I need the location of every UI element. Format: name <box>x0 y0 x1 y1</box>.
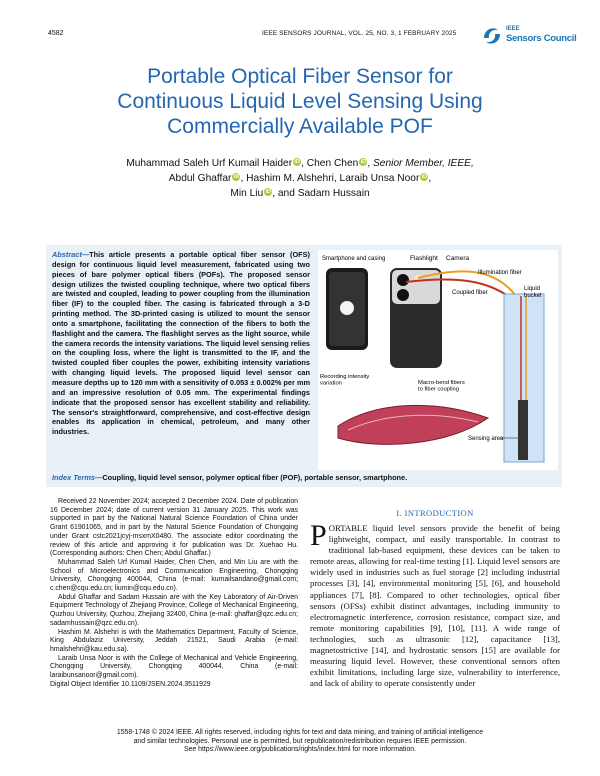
intro-body: liquid level sensors provide the benefit of being lightweight, compact, and easily transportable. In contrast to traditional lab-based equipment, these devices can be taken to remote areas, allowing for real-time testing [1]. Liquid level sensors are widely used in industries such as fuel storage [2] including industrial processes [3], [4], environmental monitoring [5], [6], and household appliances [7], [8]. Compared to other technologies, optical fiber sensors (OFSs) exhibit distinct advantages, including immunity to electromagnetic interference, corrosion resistance, compact size, and remote monitoring capabilities [9], [10], [11]. A wide range of technologies, such as ultrasonic [12], capacitance [13], magnetostrictive [14], and hydrostatic sensors [15] are available for measuring liquid level. However, these conventional sensors often exhibit limitations, including large size, vulnerability to interference, and lack of ability to operate consistently under <box>310 523 560 689</box>
logo-council-text: Sensors Council <box>506 33 577 44</box>
author-name: , Chen Chen <box>301 158 359 169</box>
author-name: Muhammad Saleh Urf Kumail Haider <box>126 158 293 169</box>
author-name: , Hashim M. Alshehri, Laraib Unsa Noor <box>240 173 420 184</box>
copyright-footer <box>80 729 520 755</box>
label-smartphone-casing: Smartphone and casing <box>322 256 386 262</box>
drop-cap: P <box>310 519 327 552</box>
author-list: Muhammad Saleh Urf Kumail Haider iD, Chen Chen iD, Senior Member, IEEE, Abdul Ghaffar iD, Hashim M. Alshehri, Laraib Unsa Noor iD, Min Liu iD, and Sadam Hussain <box>126 158 474 199</box>
ieee-sensors-council-logo <box>480 22 577 50</box>
label-macrobend: Macro-bend fibers to fiber coupling <box>418 380 465 393</box>
abstract-text: This article presents a portable optical fiber sensor (OFS) design for continuous liquid level measurement, fabricated using two pieces of bare polymer optical fibers (POFs). The proposed sensor design utilizes the twisted coupling technique, where two optical fibers are twisted and coupled, leading to power coupling from the illumination fiber (IF) to the coupled fiber. The casing is fabricated through a 3-D printing method. The 3D-printed casing is utilized to mount the sensor onto a smartphone, facilitating the connection of the fibers to both the flashlight and the camera. The flashlight serves as the light source, while the camera records the intensity variations. The liquid level sensing relies on the coupling loss, where the light is transmitted to the IF, and the twisted coupled fiber couples the power, exhibiting intensity variations with changing liquid levels. The proposed liquid level sensor can measure depths up to 120 mm with a sensitivity of 0.053 ± 0.002% per mm and an impressive resolution of 0.05 mm. The experimental findings indicate that the proposed sensor has excellent stability and reliability. The sensor's straightforward, comprehensive, and cost-effective design enables its application in chemical, petroleum, and many other industries. <box>52 250 310 437</box>
intro-first-word: ORTABLE <box>328 523 368 533</box>
affiliation: Hashim M. Alshehri is with the Mathematics Department, Faculty of Science, King Abdulaziz University, Jeddah 21521, Saudi Arabia (e-mail: hmalshehri@kau.edu.sa). <box>50 628 298 653</box>
camera-lens-icon <box>397 274 409 286</box>
label-flashlight: Flashlight <box>410 255 438 262</box>
orcid-icon[interactable]: iD <box>360 159 367 165</box>
logo-ieee-text: IEEE <box>506 26 520 32</box>
footer-line: 1558-1748 © 2024 IEEE. All rights reserved, including rights for text and data mining, and training of artificial intelligence <box>116 729 484 736</box>
introduction-text <box>310 519 560 689</box>
label-recording: Recording intensity variation <box>320 374 370 387</box>
label-illumination-fiber: Illumination fiber <box>478 270 522 276</box>
label-coupled-fiber: Coupled fiber <box>452 290 488 296</box>
orcid-icon[interactable]: iD <box>421 174 428 180</box>
abstract <box>52 250 310 437</box>
author-name: Min Liu <box>230 188 264 199</box>
orcid-icon[interactable]: iD <box>233 174 240 180</box>
member-grade: Senior Member, IEEE, <box>372 158 474 169</box>
footnote-column <box>50 498 298 689</box>
index-terms <box>52 473 556 482</box>
page-number: 4582 <box>48 30 64 37</box>
orcid-icon[interactable]: iD <box>294 159 300 165</box>
paper-title <box>60 64 540 139</box>
index-terms-text: Coupling, liquid level sensor, polymer optical fiber (POF), portable sensor, smartphone. <box>102 473 408 482</box>
label-camera: Camera <box>446 255 470 262</box>
title-line: Commercially Available POF <box>167 115 433 138</box>
label-liquid-bucket: Liquid bucket <box>524 286 542 299</box>
affiliation: Muhammad Saleh Urf Kumail Haider, Chen Chen, and Min Liu are with the School of Microelectronics and Communication Engineering, Chongqing University, Chongqing 400044, China (e-mail: kumailsandano@gmail.com; c.chen@cqu.edu.cn; liumin@cqu.edu.cn). <box>50 558 298 593</box>
index-terms-lead: Index Terms— <box>52 473 103 482</box>
label-sensing-area: Sensing area <box>468 436 504 442</box>
title-line: Portable Optical Fiber Sensor for <box>147 65 453 88</box>
graphical-abstract-figure <box>318 250 558 470</box>
author-name: Abdul Ghaffar <box>168 173 232 184</box>
footer-line: See https://www.ieee.org/publications/rights/index.html for more information. <box>183 746 417 754</box>
manuscript-history: Received 22 November 2024; accepted 2 December 2024. Date of publication 16 December 2024; date of current version 31 January 2025. This work was supported in part by the National Natural Science Foundation of China under Grant 61901065, and in part by the Natural Science Foundation of Chongqing under Grant cstc2021jcyj-msxmX0480. The associate editor coordinating the review of this article and approving it for publication was Dr. Xuehao Hu. (Corresponding authors: Chen Chen; Abdul Ghaffar.) <box>50 498 298 558</box>
affiliation: Laraib Unsa Noor is with the College of Mechanical and Vehicle Engineering, Chongqing University, Chongqing 400044, China (e-mail: laraibunsanoor@gmail.com). <box>50 654 298 680</box>
journal-header: IEEE SENSORS JOURNAL, VOL. 25, NO. 3, 1 FEBRUARY 2025 <box>262 30 457 37</box>
footer-line: and similar technologies. Personal use is permitted, but republication/redistribution requires IEEE permission. <box>133 737 467 745</box>
section-heading: I. INTRODUCTION <box>396 508 474 518</box>
light-spot <box>340 301 354 315</box>
orcid-icon[interactable]: iD <box>265 189 271 195</box>
sensors-council-icon <box>480 24 504 48</box>
affiliation: Abdul Ghaffar and Sadam Hussain are with the Key Laboratory of Air-Driven Equipment Technology of Zhejiang Province, College of Mechanical Engineering, Quzhou University, Quzhou, Zhejiang 32400, China (e-mail: ghaffar@qzc.edu.cn; sadamhussain@qzc.edu.cn). <box>50 593 298 627</box>
title-line: Continuous Liquid Level Sensing Using <box>117 90 483 113</box>
sensing-probe <box>518 400 528 460</box>
abstract-lead: Abstract— <box>52 250 90 259</box>
author-name: , and Sadam Hussain <box>272 188 370 199</box>
doi: Digital Object Identifier 10.1109/JSEN.2024.3511929 <box>50 680 211 688</box>
